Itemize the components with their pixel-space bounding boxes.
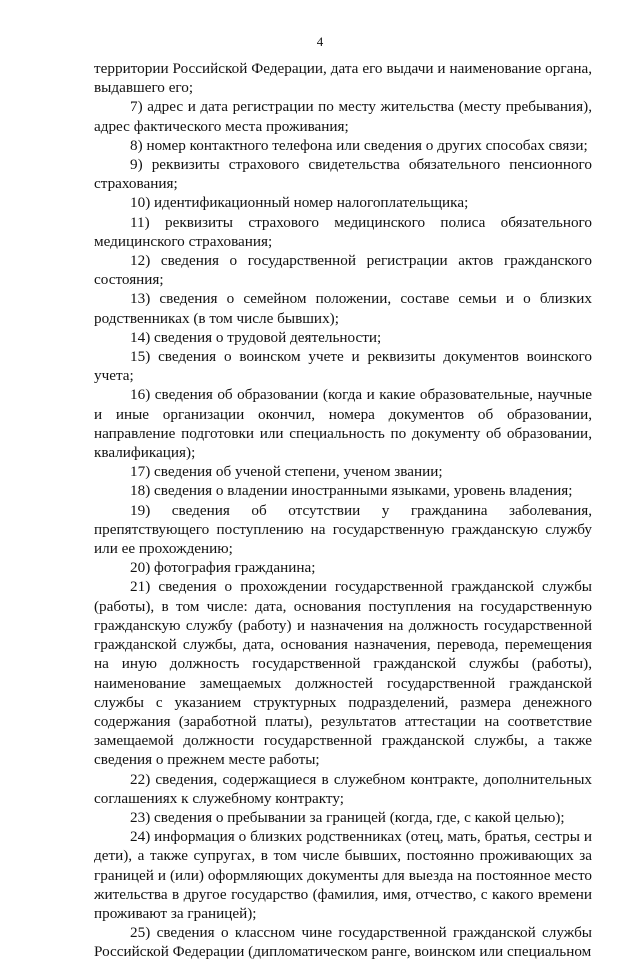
list-item-8: 8) номер контактного телефона или сведения о других способах связи;	[130, 136, 588, 154]
list-item-13: 13) сведения о семейном положении, составе семьи и о близких родственниках (в том числе бывших);	[94, 290, 592, 327]
list-item-16: 16) сведения об образовании (когда и какие образовательные, научные и иные организации окончил, номера документов об образовании, направление подготовки или специальность по документу об образовании, квалификация);	[94, 386, 592, 462]
list-item-7: 7) адрес и дата регистрации по месту жительства (месту пребывания), адрес фактического места проживания;	[94, 98, 592, 135]
list-item-24: 24) информация о близких родственниках (отец, мать, братья, сестры и дети), а также супругах, в том числе бывших, постоянно проживающих за границей и (или) оформляющих документы для выезда на постоянное место жительства в другое государство (фамилия, имя, отчество, с какого времени проживают за границей);	[94, 828, 592, 922]
paragraph-continuation: территории Российской Федерации, дата его выдачи и наименование органа, выдавшего его;	[94, 60, 592, 97]
list-item-18: 18) сведения о владении иностранными языками, уровень владения;	[130, 482, 573, 500]
list-item-17: 17) сведения об ученой степени, ученом звании;	[130, 463, 443, 481]
list-item-19: 19) сведения об отсутствии у гражданина заболевания, препятствующего поступлению на государственную гражданскую службу или ее прохождению;	[94, 501, 592, 558]
list-item-11: 11) реквизиты страхового медицинского полиса обязательного медицинского страхования;	[94, 213, 592, 250]
list-item-10: 10) идентификационный номер налогоплательщика;	[130, 194, 469, 212]
list-item-20: 20) фотография гражданина;	[130, 559, 316, 577]
list-item-12: 12) сведения о государственной регистрации актов гражданского состояния;	[94, 252, 592, 289]
list-item-25: 25) сведения о классном чине государственной гражданской службы Российской Федерации (дипломатическом ранге, воинском или специальном	[94, 924, 592, 961]
list-item-15: 15) сведения о воинском учете и реквизиты документов воинского учета;	[94, 348, 592, 385]
list-item-14: 14) сведения о трудовой деятельности;	[130, 328, 382, 346]
list-item-21: 21) сведения о прохождении государственной гражданской службы (работы), в том числе: дата, основания поступления на государственную гражданскую службу (работу) и назначения на должность государственной гражданской службы, дата, основания назначения, перевода, перемещения на иную должность государственной гражданской службы (работы), наименование замещаемых должностей государственной гражданской службы с указанием структурных подразделений, размера денежного содержания (заработной платы), результатов аттестации на соответствие замещаемой должности государственной гражданской службы, а также сведения о прежнем месте работы;	[94, 578, 592, 769]
list-item-22: 22) сведения, содержащиеся в служебном контракте, дополнительных соглашениях к служебному контракту;	[94, 770, 592, 807]
document-body	[94, 59, 592, 962]
list-item-23: 23) сведения о пребывании за границей (когда, где, с какой целью);	[130, 808, 565, 826]
page-number: 4	[316, 34, 324, 49]
list-item-9: 9) реквизиты страхового свидетельства обязательного пенсионного страхования;	[94, 156, 592, 193]
